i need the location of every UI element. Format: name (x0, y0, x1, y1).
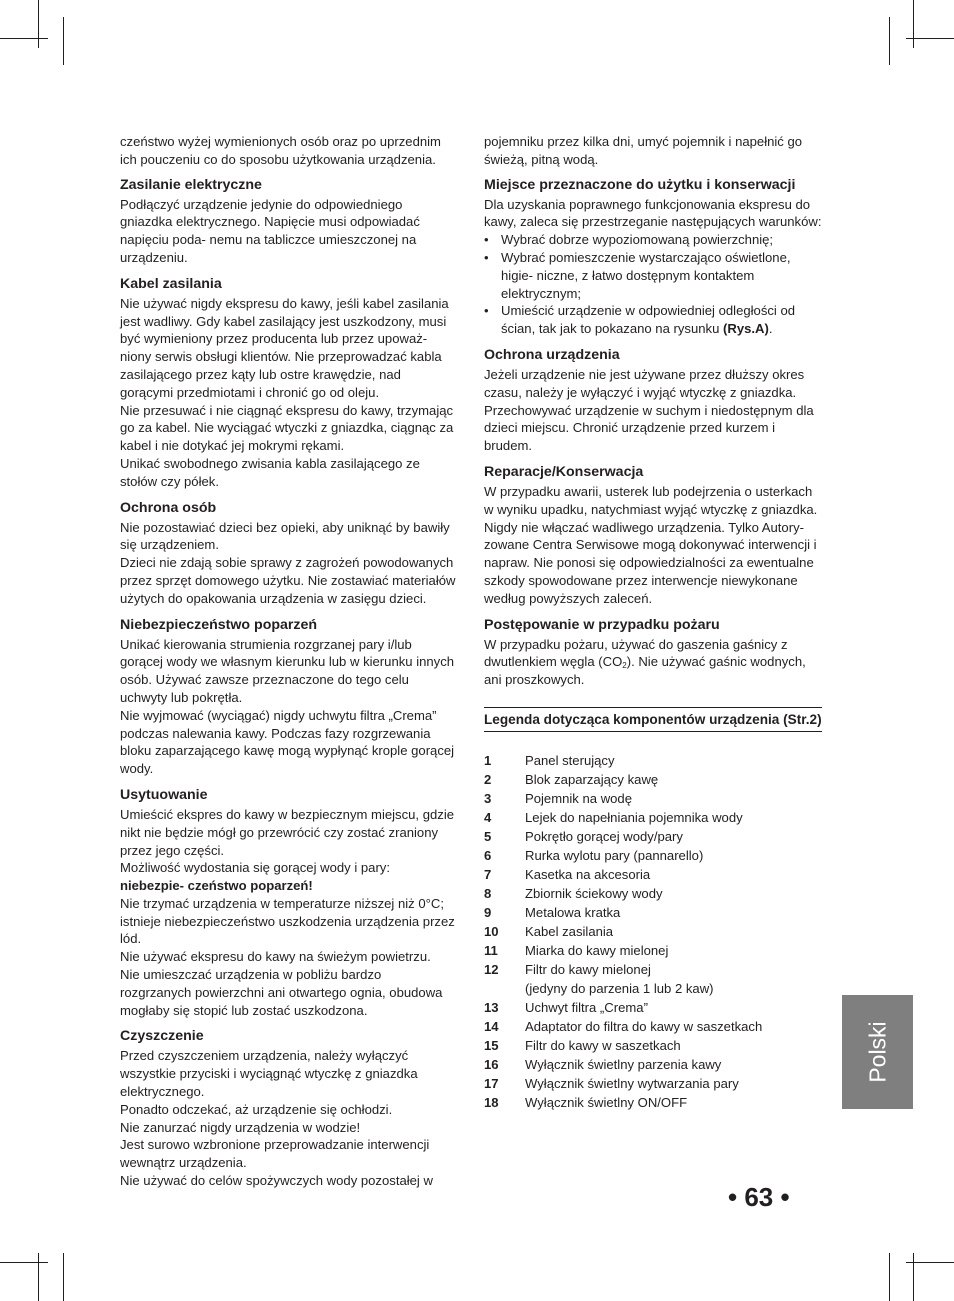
list-item-end: . (768, 321, 773, 337)
legend-item-label: Wyłącznik świetlny parzenia kawy (525, 1056, 722, 1072)
legend-item (484, 1055, 822, 1074)
left-column (120, 133, 456, 1190)
section-text: Nie wyjmować (wyciągać) nigdy uchwytu filtra „Crema” podczas nalewania kawy. Podczas fazy rozgrzewania bloku zaparzającego kawę mogą wypłynąć krople gorącej wody. (120, 707, 455, 777)
section-heading-repairs: Reparacje/Konserwacja (484, 463, 644, 480)
legend-item-number: 18 (484, 1094, 499, 1110)
language-tab-label: Polski (864, 1021, 890, 1083)
section-heading-location: Miejsce przeznaczone do użytku i konserwacji (484, 176, 796, 193)
legend-item-number: 6 (484, 847, 492, 863)
section-heading-persons: Ochrona osób (120, 499, 217, 516)
legend-item (484, 846, 822, 865)
legend-item (484, 941, 822, 960)
legend-item-number: 14 (484, 1018, 499, 1034)
warning-bold: niebezpie- czeństwo poparzeń! (120, 878, 313, 894)
legend-item-number: 12 (484, 961, 499, 977)
section-heading-cable: Kabel zasilania (120, 275, 222, 292)
section-text: Nie zanurzać nigdy urządzenia w wodzie! (120, 1119, 361, 1135)
legend-list (484, 751, 822, 1112)
section-text: Jest surowo wzbronione przeprowadzanie interwencji wewnątrz urządzenia. (120, 1137, 430, 1171)
section-text: Nie używać do celów spożywczych wody pozostałej w (120, 1173, 433, 1189)
legend-item (484, 827, 822, 846)
legend-item-label: Pokrętło gorącej wody/pary (525, 828, 683, 844)
legend-item-label: Blok zaparzający kawę (525, 771, 659, 787)
legend-item (484, 903, 822, 922)
section-text: Nie używać ekspresu do kawy na świeżym powietrzu. (120, 949, 431, 965)
legend-item-number: 11 (484, 942, 498, 958)
section-text: Nie umieszczać urządzenia w pobliżu bardzo rozgrzanych powierzchni ani otwartego ognia, obudowa mogłaby się stopić lub zostać uszkodzona. (120, 967, 443, 1018)
section-text: Dla uzyskania poprawnego funkcjonowania ekspresu do kawy, zaleca się przestrzeganie następujących warunków: (484, 196, 822, 230)
legend-item-number: 13 (484, 999, 499, 1015)
right-column (484, 133, 822, 1112)
section-text: Ponadto odczekać, aż urządzenie się ochłodzi. (120, 1101, 393, 1117)
legend-item-number: 1 (484, 752, 492, 768)
section-text: Umieścić ekspres do kawy w bezpiecznym miejscu, gdzie nikt nie będzie mógł go przewrócić czy zostać zraniony przez jego części. (120, 806, 455, 858)
legend-item (484, 770, 822, 789)
section-text: Dzieci nie zdają sobie sprawy z zagrożeń powodowanych przez sprzęt domowego użytku. Nie zostawiać materiałów użytych do opakowania urządzenia w zasięgu dzieci. (120, 555, 456, 606)
section-heading-protection: Ochrona urządzenia (484, 346, 620, 363)
legend-item-number: 7 (484, 866, 492, 882)
legend-item (484, 865, 822, 884)
legend-item-label: Filtr do kawy mielonej (525, 961, 651, 977)
list-item: • Wybrać pomieszczenie wystarczająco oświetlone, higie- niczne, z łatwo dostępnym kontaktem elektrycznym; (484, 249, 822, 302)
legend-item-label: Kasetka na akcesoria (525, 866, 651, 882)
crop-mark (63, 17, 64, 65)
legend-item-label: Wyłącznik świetlny wytwarzania pary (525, 1075, 739, 1091)
crop-mark (913, 0, 914, 48)
crop-mark (0, 38, 48, 39)
section-text: Nie trzymać urządzenia w temperaturze niższej niż 0°C; istnieje niebezpieczeństwo uszkodzenia urządzenia przez lód. (120, 895, 455, 947)
crop-mark (889, 17, 890, 65)
legend-item-number: 10 (484, 923, 499, 939)
legend-item-label: Kabel zasilania (525, 923, 614, 939)
legend-item-number: 4 (484, 809, 492, 825)
section-heading-fire: Postępowanie w przypadku pożaru (484, 616, 720, 633)
list-item: • Wybrać dobrze wypoziomowaną powierzchnię; (484, 231, 822, 249)
legend-item (484, 922, 822, 941)
section-text: W przypadku awarii, usterek lub podejrzenia o usterkach w wyniku upadku, natychmiast wyjąć wtyczkę z gniazdka. Nigdy nie włączać wadliwego urządzenia. Tylko Autory- zowane Centra Serwisowe mogą dokonywać interwencji i napraw. Nie ponosi się odpowiedzialności za ewentualne szkody spowodowane przez interwencje niewykonane według powyższych zaleceń. (484, 483, 818, 606)
list-item (484, 302, 822, 338)
section-text: Nie pozostawiać dzieci bez opieki, aby uniknąć by bawiły się urządzeniem. (120, 519, 450, 553)
location-bullets (484, 231, 822, 338)
legend-item (484, 960, 822, 979)
legend-item-label: Adaptator do filtra do kawy w saszetkach (525, 1018, 763, 1034)
section-heading-placement: Usytuowanie (120, 786, 208, 803)
legend-item-label: (jedyny do parzenia 1 lub 2 kaw) (525, 980, 714, 996)
legend-title: Legenda dotycząca komponentów urządzenia (Str.2) (484, 707, 822, 732)
figure-reference: (Rys.A) (723, 321, 769, 337)
legend-item (484, 1036, 822, 1055)
section-text: Podłączyć urządzenie jedynie do odpowiedniego gniazdka elektrycznego. Napięcie musi odpowiadać napięciu poda- nemu na tabliczce umieszczonej na urządzeniu. (120, 196, 420, 265)
legend-item (484, 884, 822, 903)
warning-intro: Możliwość wydostania się gorącej wody i pary: (120, 860, 390, 876)
fire-text-after: ). Nie używać gaśnic wodnych, ani proszkowych. (484, 654, 806, 688)
list-item-text: Umieścić urządzenie w odpowiedniej odległości od ścian, tak jak to pokazano na rysunku (501, 303, 796, 337)
section-text: Nie używać nigdy ekspresu do kawy, jeśli kabel zasilania jest wadliwy. Gdy kabel zasilający jest uszkodzony, musi być wymieniony przez producenta lub przez upoważ- niony serwis obsługi klientów. Nie przeprowadzać kabla zasilającego przez kąty lub ostre krawędzie, nad gorącymi przedmiotami i chronić go od oleju. (120, 295, 449, 400)
section-text: Unikać kierowania strumienia rozgrzanej pary i/lub gorącej wody we własnym kierunku lub w kierunku innych osób. Używać zawsze przeznaczone do tego celu uchwyty lub pokrętła. (120, 636, 455, 705)
legend-item-label: Lejek do napełniania pojemnika wody (525, 809, 743, 825)
section-text (484, 636, 822, 689)
legend-item-number: 8 (484, 885, 492, 901)
section-text: Nie przesuwać i nie ciągnąć ekspresu do kawy, trzymając go za kabel. Nie wyciągać wtyczki z gniazdka, ciągnąc za kabel i nie dotykać jej mokrymi rękami. (120, 402, 454, 454)
section-heading-cleaning: Czyszczenie (120, 1028, 204, 1045)
crop-mark (38, 0, 39, 48)
legend-item-label: Wyłącznik świetlny ON/OFF (525, 1094, 688, 1110)
intro-text: czeństwo wyżej wymienionych osób oraz po uprzednim ich pouczeniu co do sposobu użytkowania urządzenia. (120, 134, 441, 167)
legend-item (484, 1017, 822, 1036)
co2-subscript: 2 (622, 661, 627, 671)
legend-item-number: 3 (484, 790, 492, 806)
intro-text: pojemniku przez kilka dni, umyć pojemnik i napełnić go świeżą, pitną wodą. (484, 134, 803, 167)
warning-text (120, 859, 456, 895)
legend-item-label: Zbiornik ściekowy wody (525, 885, 663, 901)
fire-text-before: W przypadku pożaru, używać do gaszenia gaśnicy z dwutlenkiem węgla (CO (484, 636, 788, 670)
crop-mark (38, 1253, 39, 1301)
legend-item-number: 16 (484, 1056, 499, 1072)
legend-item (484, 808, 822, 827)
legend-item-number (484, 979, 525, 998)
crop-mark (0, 1262, 48, 1263)
legend-item-label: Metalowa kratka (525, 904, 621, 920)
legend-item (484, 979, 822, 998)
legend-item-label: Rurka wylotu pary (pannarello) (525, 847, 704, 863)
legend-item (484, 1093, 822, 1112)
legend-item (484, 751, 822, 770)
legend-item-label: Filtr do kawy w saszetkach (525, 1037, 681, 1053)
legend-item-number: 15 (484, 1037, 499, 1053)
section-heading-power: Zasilanie elektryczne (120, 176, 262, 193)
legend-item-number: 5 (484, 828, 492, 844)
legend-item (484, 789, 822, 808)
crop-mark (889, 1253, 890, 1301)
section-text: Jeżeli urządzenie nie jest używane przez dłuższy okres czasu, należy je wyłączyć i wyjąć wtyczkę z gniazdka. Przechowywać urządzenie w suchym i niedostępnym dla dzieci miejscu. Chronić urządzenie przed kurzem i brudem. (484, 366, 814, 454)
legend-item-label: Miarka do kawy mielonej (525, 942, 669, 958)
page-number: • 63 • (728, 1182, 790, 1212)
legend-item-label: Uchwyt filtra „Crema” (525, 999, 648, 1015)
section-text: Przed czyszczeniem urządzenia, należy wyłączyć wszystkie przyciski i wyciągnąć wtyczkę z gniazdka elektrycznego. (120, 1048, 418, 1100)
legend-item-label: Panel sterujący (525, 752, 615, 768)
legend-item-label: Pojemnik na wodę (525, 790, 632, 806)
legend-item-number: 17 (484, 1075, 499, 1091)
crop-mark (913, 1253, 914, 1301)
legend-item (484, 1074, 822, 1093)
crop-mark (63, 1253, 64, 1301)
legend-item-number: 2 (484, 771, 492, 787)
language-tab (842, 995, 913, 1109)
legend-item (484, 998, 822, 1017)
section-text: Unikać swobodnego zwisania kabla zasilającego ze stołów czy półek. (120, 455, 420, 489)
legend-item-number: 9 (484, 904, 492, 920)
section-heading-burns: Niebezpieczeństwo poparzeń (120, 616, 318, 633)
